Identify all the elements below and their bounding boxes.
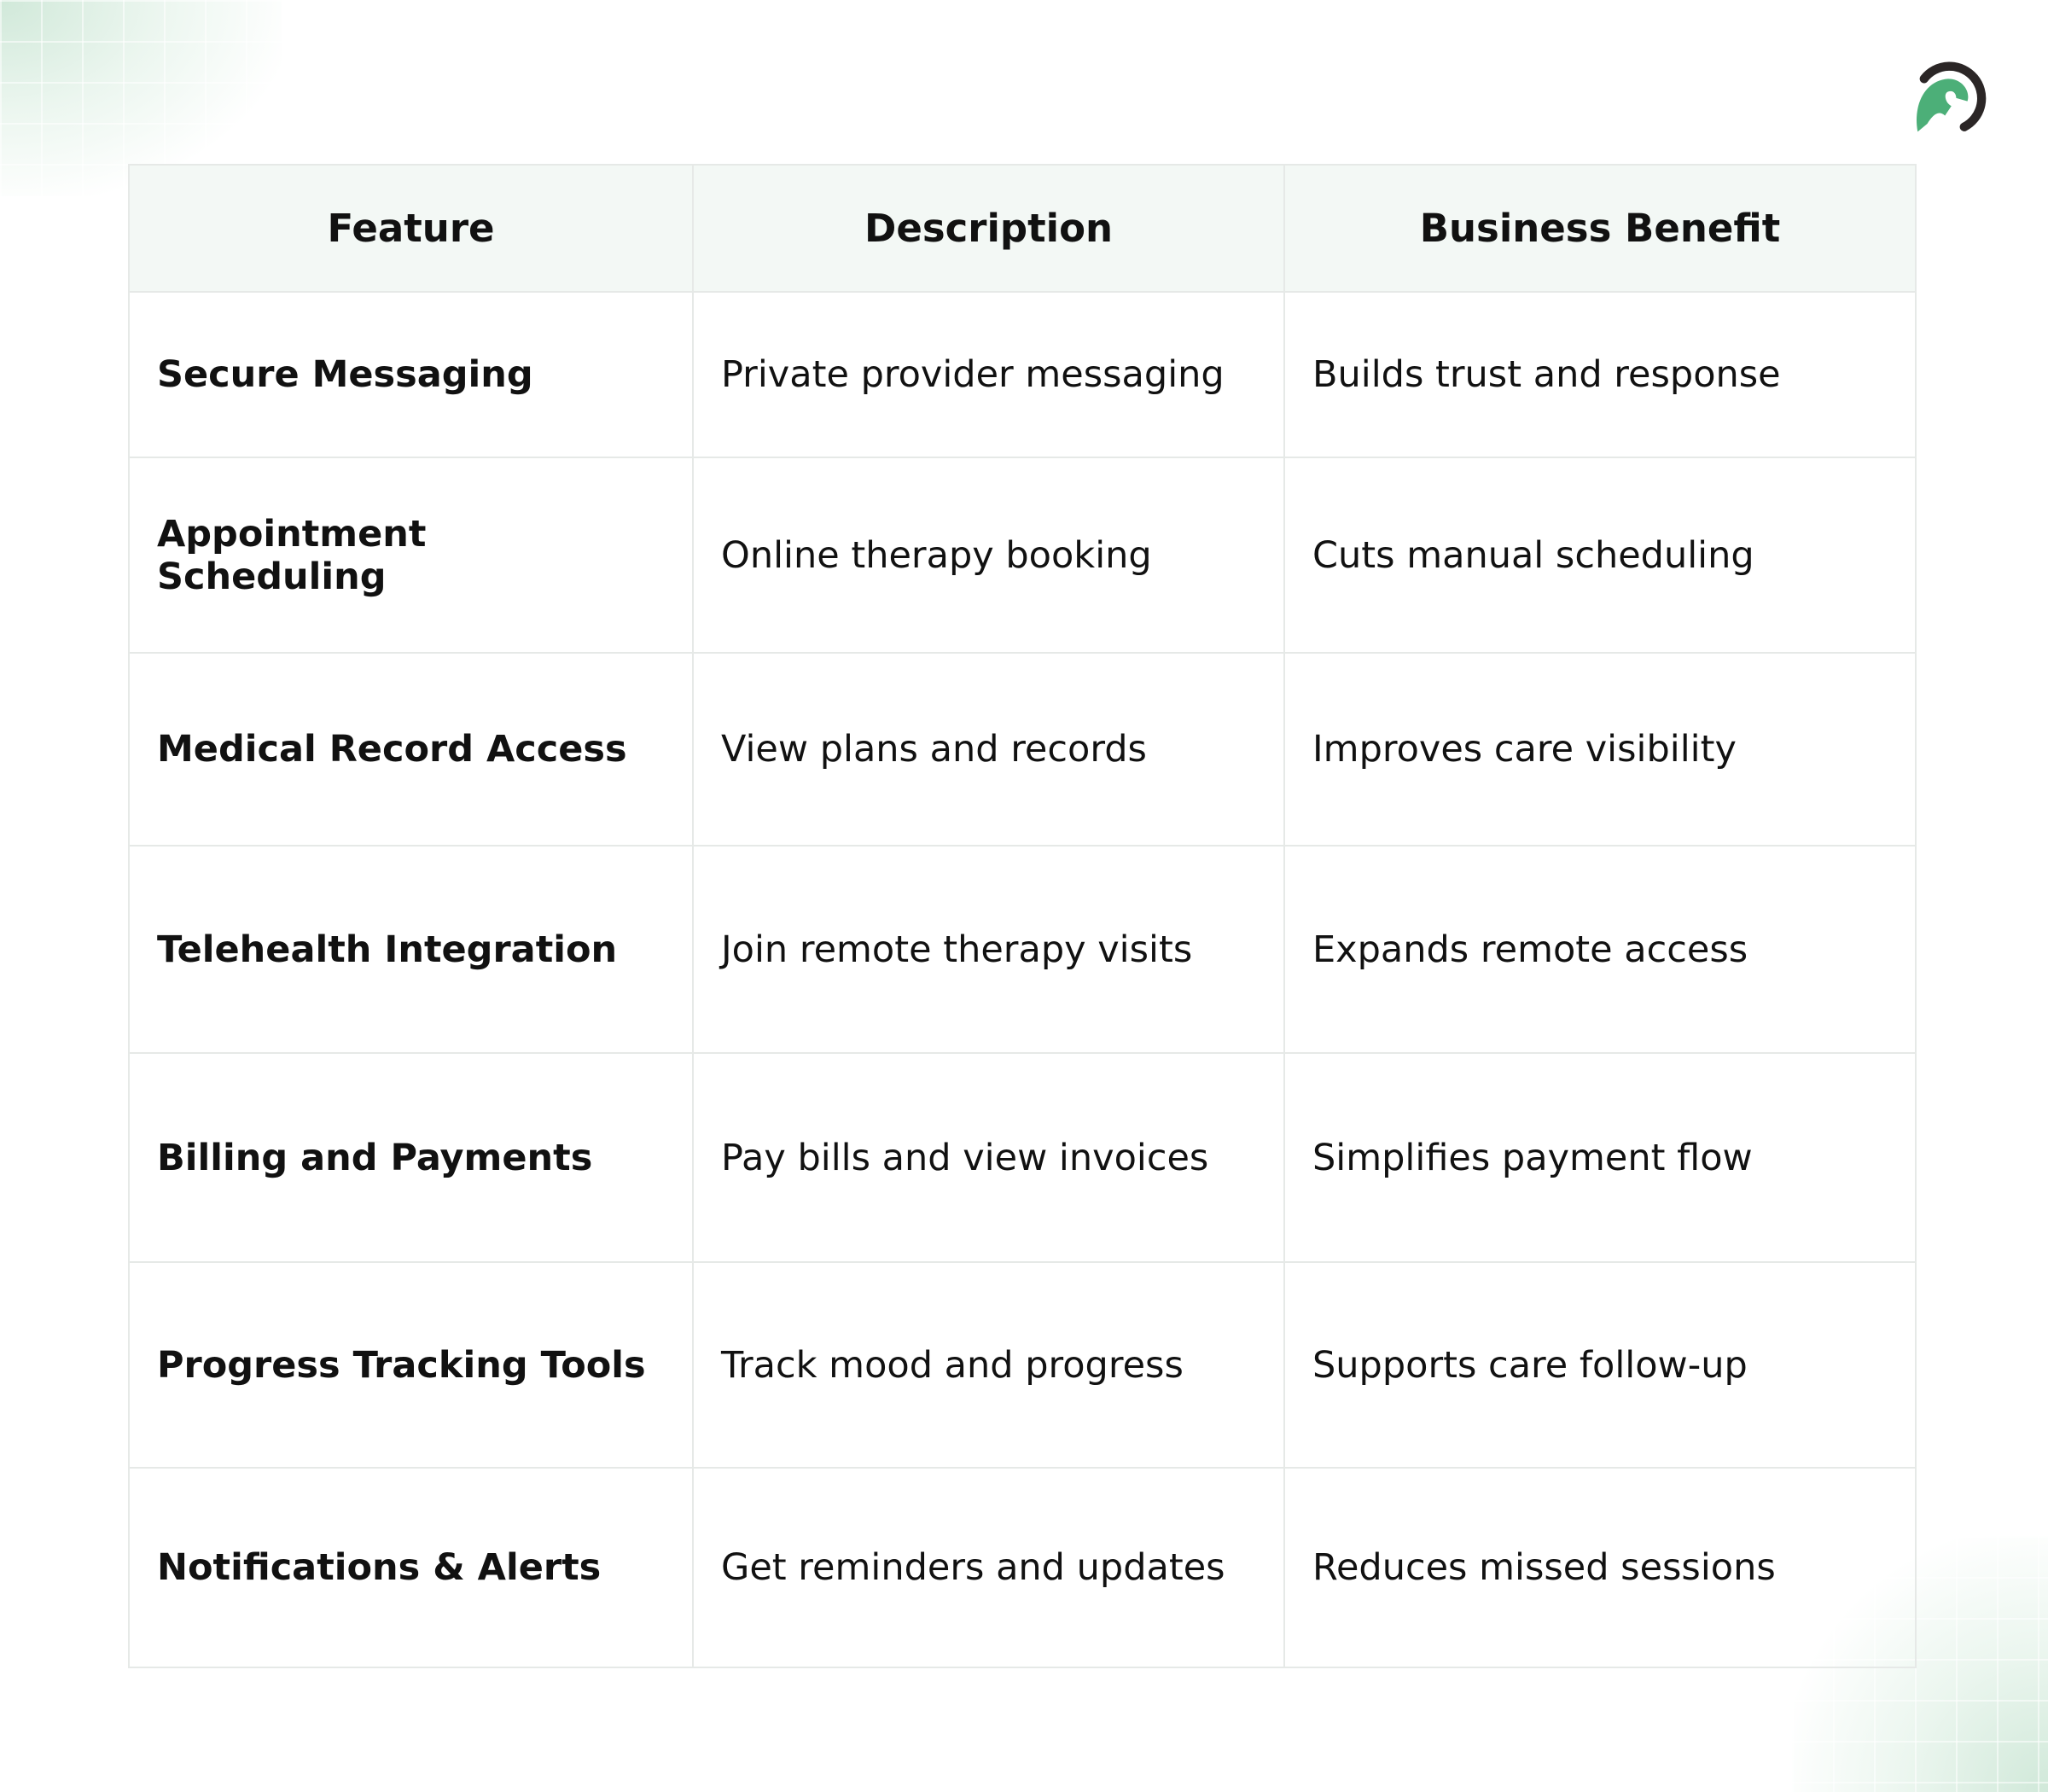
feature-cell: Telehealth Integration <box>129 846 693 1053</box>
feature-cell: Notifications & Alerts <box>129 1468 693 1667</box>
benefit-cell: Reduces missed sessions <box>1284 1468 1916 1667</box>
table-header-row <box>129 165 1916 292</box>
table-row <box>129 1053 1916 1262</box>
benefit-cell: Supports care follow-up <box>1284 1262 1916 1468</box>
brand-logo-icon <box>1908 56 1988 137</box>
table-row <box>129 292 1916 457</box>
benefit-cell: Builds trust and response <box>1284 292 1916 457</box>
feature-cell: Billing and Payments <box>129 1053 693 1262</box>
features-table <box>128 164 1917 1668</box>
description-cell: View plans and records <box>693 653 1284 846</box>
header-feature: Feature <box>129 165 693 292</box>
description-cell: Pay bills and view invoices <box>693 1053 1284 1262</box>
benefit-cell: Cuts manual scheduling <box>1284 457 1916 653</box>
benefit-cell: Improves care visibility <box>1284 653 1916 846</box>
description-cell: Join remote therapy visits <box>693 846 1284 1053</box>
description-cell: Track mood and progress <box>693 1262 1284 1468</box>
header-business-benefit: Business Benefit <box>1284 165 1916 292</box>
benefit-cell: Expands remote access <box>1284 846 1916 1053</box>
feature-cell: Progress Tracking Tools <box>129 1262 693 1468</box>
feature-cell: Secure Messaging <box>129 292 693 457</box>
feature-cell: Appointment Scheduling <box>129 457 693 653</box>
table-row <box>129 846 1916 1053</box>
benefit-cell: Simplifies payment flow <box>1284 1053 1916 1262</box>
header-description: Description <box>693 165 1284 292</box>
description-cell: Private provider messaging <box>693 292 1284 457</box>
table-row <box>129 457 1916 653</box>
description-cell: Online therapy booking <box>693 457 1284 653</box>
description-cell: Get reminders and updates <box>693 1468 1284 1667</box>
table-row <box>129 653 1916 846</box>
table-row <box>129 1262 1916 1468</box>
feature-cell: Medical Record Access <box>129 653 693 846</box>
table-row <box>129 1468 1916 1667</box>
